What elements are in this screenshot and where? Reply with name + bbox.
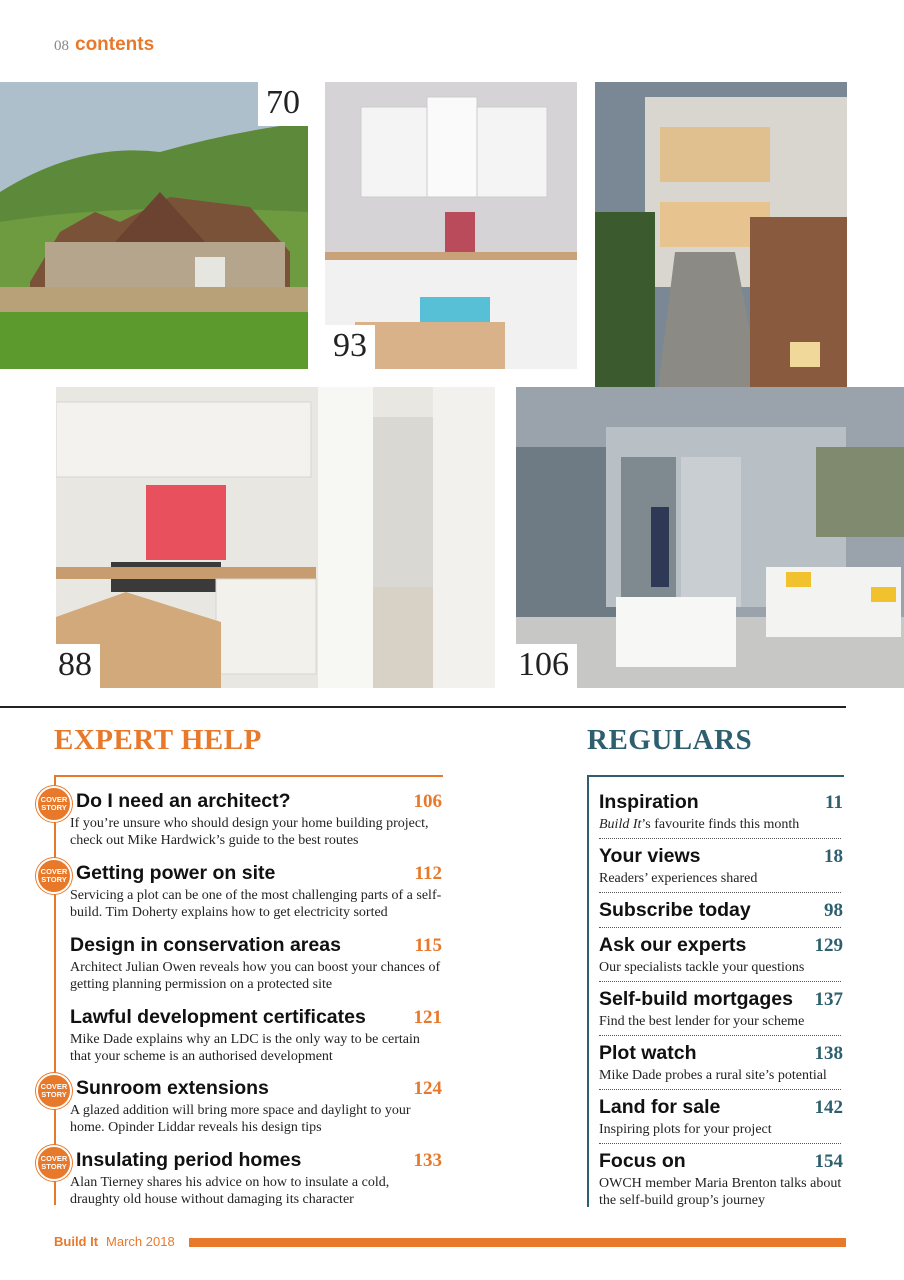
expert-item-title: Insulating period homes <box>76 1149 302 1171</box>
regular-item-page: 129 <box>814 935 843 956</box>
photo-modern-house-stairs-image <box>595 82 847 418</box>
dotted-separator <box>599 1089 841 1090</box>
expert-item-page: 115 <box>414 935 442 956</box>
photo-country-house[interactable] <box>0 82 308 369</box>
footer-issue: March 2018 <box>106 1234 175 1249</box>
regular-item-page: 98 <box>824 900 843 921</box>
regular-item-title: Inspiration <box>599 791 699 813</box>
dotted-separator <box>599 1143 841 1144</box>
expert-item[interactable] <box>70 862 442 921</box>
expert-item[interactable] <box>70 1006 442 1065</box>
expert-item[interactable] <box>70 1077 442 1136</box>
expert-item-desc: A glazed addition will bring more space and daylight to your home. Opinder Liddar reveals his design tips <box>70 1103 411 1135</box>
dotted-separator <box>599 892 841 893</box>
photo-kitchen-boiler[interactable] <box>325 82 577 369</box>
regular-item[interactable] <box>599 934 843 976</box>
page-footer <box>54 1234 175 1249</box>
page-header <box>54 34 154 56</box>
dotted-separator <box>599 927 841 928</box>
regular-item-desc: Readers’ experiences shared <box>599 871 758 886</box>
regular-item-title: Land for sale <box>599 1096 721 1118</box>
regular-item[interactable] <box>599 988 843 1030</box>
photo-modern-house-stairs[interactable] <box>595 82 847 418</box>
regular-item-desc: Our specialists tackle your questions <box>599 960 805 975</box>
expert-item[interactable] <box>70 934 442 993</box>
expert-item-title: Do I need an architect? <box>76 790 291 812</box>
regular-item-title: Your views <box>599 845 701 867</box>
photo-page-label: 93 <box>325 325 375 369</box>
regular-item[interactable] <box>599 1096 843 1138</box>
regular-item-page: 137 <box>814 989 843 1010</box>
photo-sunroom-terrace[interactable] <box>516 387 904 688</box>
expert-item[interactable] <box>70 790 442 849</box>
page-number: 08 <box>54 38 69 54</box>
expert-item[interactable] <box>70 1149 442 1208</box>
regular-item-title: Plot watch <box>599 1042 697 1064</box>
regular-item-page: 138 <box>814 1043 843 1064</box>
regular-item-page: 18 <box>824 846 843 867</box>
expert-item-page: 106 <box>413 791 442 812</box>
regular-item-desc: Inspiring plots for your project <box>599 1122 772 1137</box>
regular-item-title: Subscribe today <box>599 899 751 921</box>
dotted-separator <box>599 1035 841 1036</box>
expert-item-page: 133 <box>413 1150 442 1171</box>
regular-item[interactable] <box>599 1042 843 1084</box>
expert-item-desc: Mike Dade explains why an LDC is the only way to be certain that your scheme is an authorised development <box>70 1032 420 1064</box>
expert-item-desc: If you’re unsure who should design your home building project, check out Mike Hardwick’s guide to the best routes <box>70 816 429 848</box>
photo-page-label: 70 <box>258 82 308 126</box>
photo-page-label: 106 <box>516 644 577 688</box>
regular-item-desc: Mike Dade probes a rural site’s potential <box>599 1068 827 1083</box>
cover-story-badge: COVER STORY <box>36 786 72 822</box>
footer-bar <box>189 1238 846 1247</box>
photo-page-label: 88 <box>56 644 100 688</box>
regular-item-title: Ask our experts <box>599 934 747 956</box>
footer-brand: Build It <box>54 1234 99 1249</box>
expert-item-title: Design in conservation areas <box>70 934 341 956</box>
regular-item-title: Focus on <box>599 1150 686 1172</box>
regular-item-desc: Build It’s favourite finds this month <box>599 817 800 832</box>
dotted-separator <box>599 981 841 982</box>
regular-item[interactable] <box>599 845 843 887</box>
expert-item-desc: Servicing a plot can be one of the most challenging parts of a self-build. Tim Doherty explains how to get electricity sorted <box>70 888 442 920</box>
expert-help-title: EXPERT HELP <box>54 724 262 756</box>
dotted-separator <box>599 838 841 839</box>
cover-story-badge: COVER STORY <box>36 858 72 894</box>
photo-sunroom-terrace-image <box>516 387 904 688</box>
regular-item-page: 142 <box>814 1097 843 1118</box>
expert-item-desc: Architect Julian Owen reveals how you can boost your chances of getting planning permission on a protected site <box>70 960 441 992</box>
regular-item[interactable] <box>599 899 843 922</box>
regular-item-desc: Find the best lender for your scheme <box>599 1014 805 1029</box>
photo-kitchen-red[interactable] <box>56 387 495 688</box>
regular-item-page: 11 <box>825 792 843 813</box>
regular-item-page: 154 <box>814 1151 843 1172</box>
regular-item[interactable] <box>599 1150 843 1209</box>
regulars-title: REGULARS <box>587 724 753 756</box>
regular-item[interactable] <box>599 791 843 833</box>
section-name: contents <box>75 34 155 55</box>
regular-item-title: Self-build mortgages <box>599 988 793 1010</box>
section-divider <box>0 706 846 708</box>
photo-kitchen-red-image <box>56 387 495 688</box>
expert-item-page: 124 <box>413 1078 442 1099</box>
expert-item-title: Lawful development certificates <box>70 1006 366 1028</box>
expert-item-page: 112 <box>414 863 442 884</box>
expert-item-title: Sunroom extensions <box>76 1077 269 1099</box>
cover-story-badge: COVER STORY <box>36 1145 72 1181</box>
cover-story-badge: COVER STORY <box>36 1073 72 1109</box>
expert-item-desc: Alan Tierney shares his advice on how to insulate a cold, draughty old house without damaging its character <box>70 1175 390 1207</box>
expert-item-page: 121 <box>413 1007 442 1028</box>
regular-item-desc: OWCH member Maria Brenton talks about the self-build group’s journey <box>599 1176 842 1208</box>
expert-item-title: Getting power on site <box>76 862 276 884</box>
